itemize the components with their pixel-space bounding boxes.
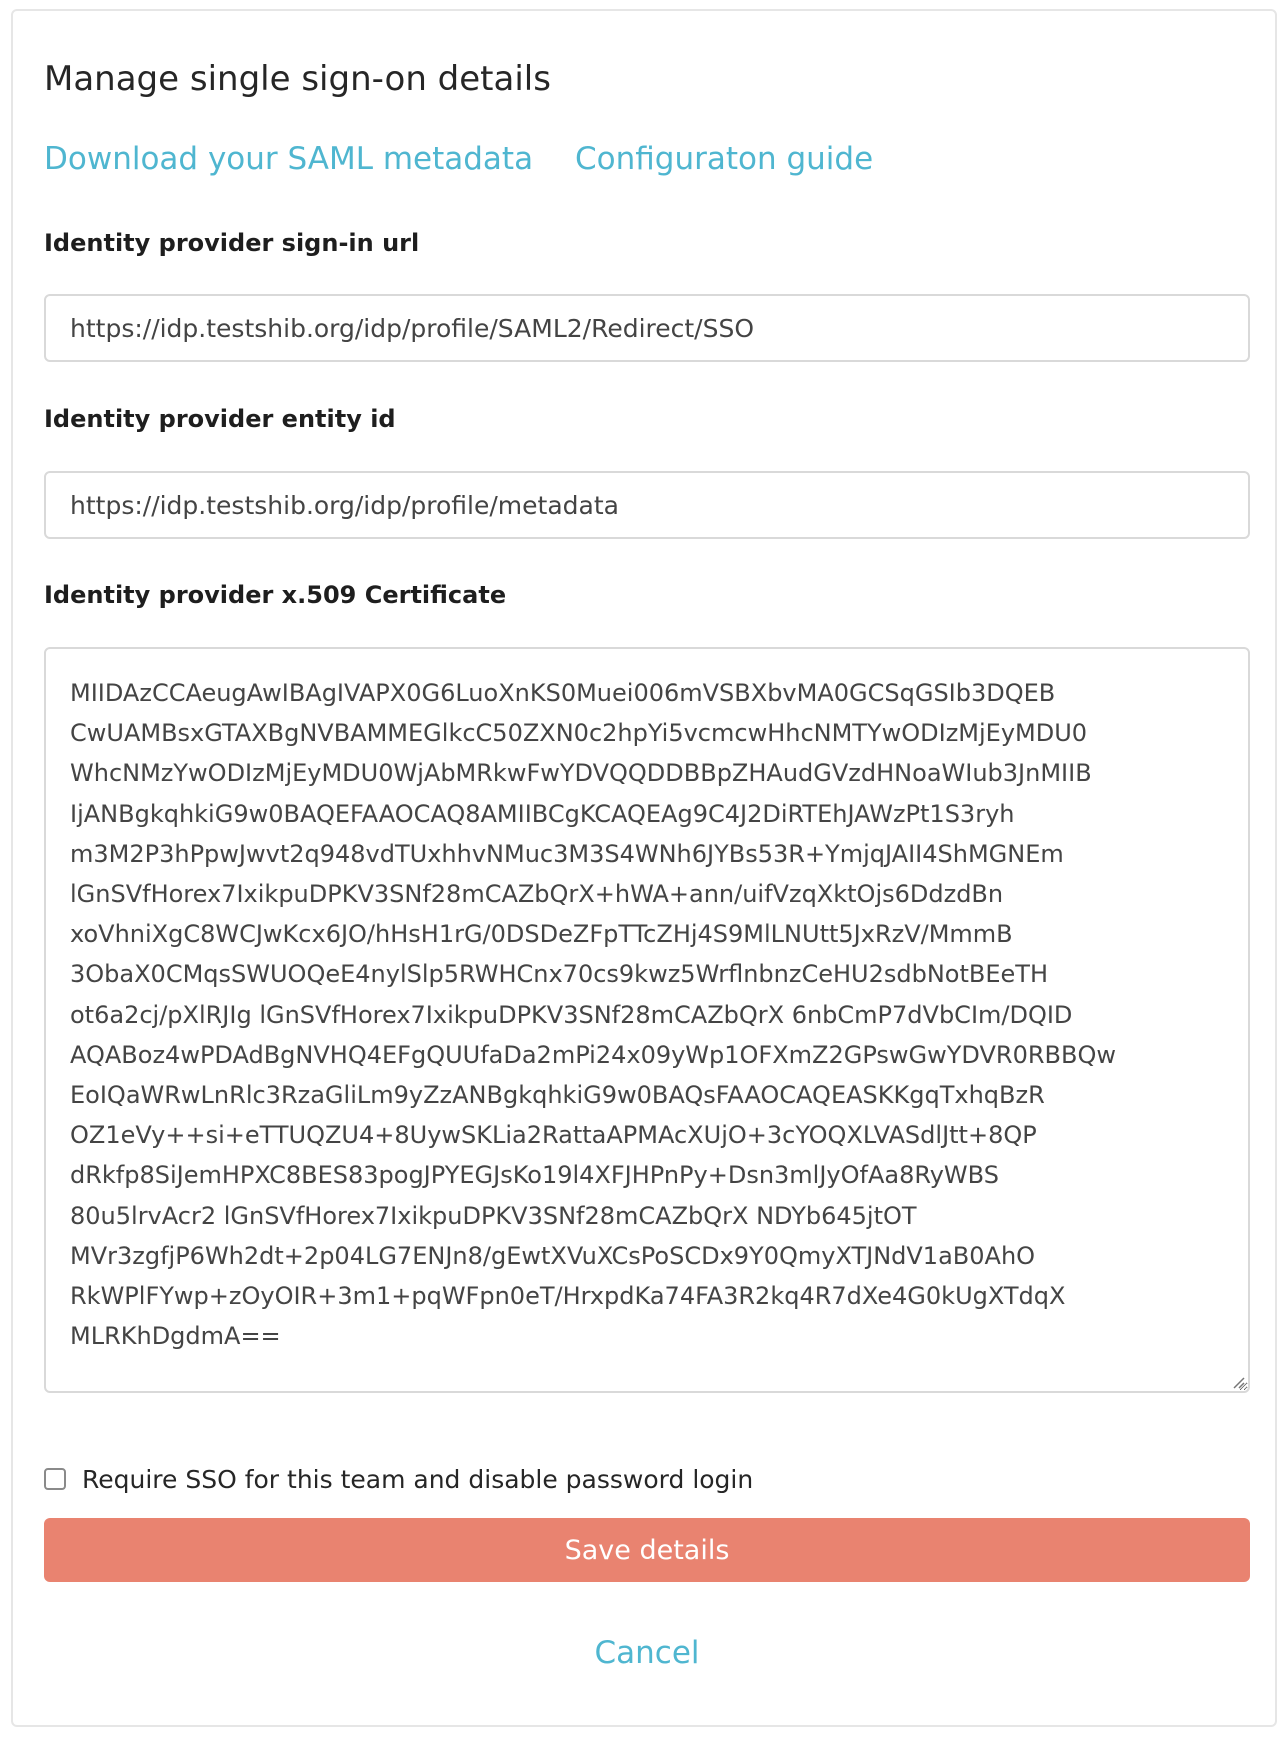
save-details-button[interactable]: Save details [44, 1518, 1250, 1582]
download-saml-metadata-link[interactable]: Download your SAML metadata [44, 141, 534, 177]
signin-url-label: Identity provider sign-in url [44, 229, 420, 257]
configuration-guide-link[interactable]: Configuraton guide [575, 141, 874, 177]
require-sso-checkbox[interactable] [44, 1468, 66, 1490]
cancel-link[interactable]: Cancel [594, 1635, 700, 1671]
require-sso-label: Require SSO for this team and disable password login [82, 1464, 754, 1494]
signin-url-input[interactable] [44, 294, 1250, 362]
sso-details-card [11, 9, 1277, 1727]
certificate-textarea[interactable] [44, 647, 1250, 1393]
certificate-label: Identity provider x.509 Certificate [44, 581, 507, 609]
resize-handle-icon[interactable] [1231, 1375, 1245, 1389]
require-sso-option[interactable] [44, 1461, 753, 1497]
entity-id-label: Identity provider entity id [44, 405, 396, 433]
entity-id-input[interactable] [44, 471, 1250, 539]
page-title: Manage single sign-on details [44, 59, 551, 99]
